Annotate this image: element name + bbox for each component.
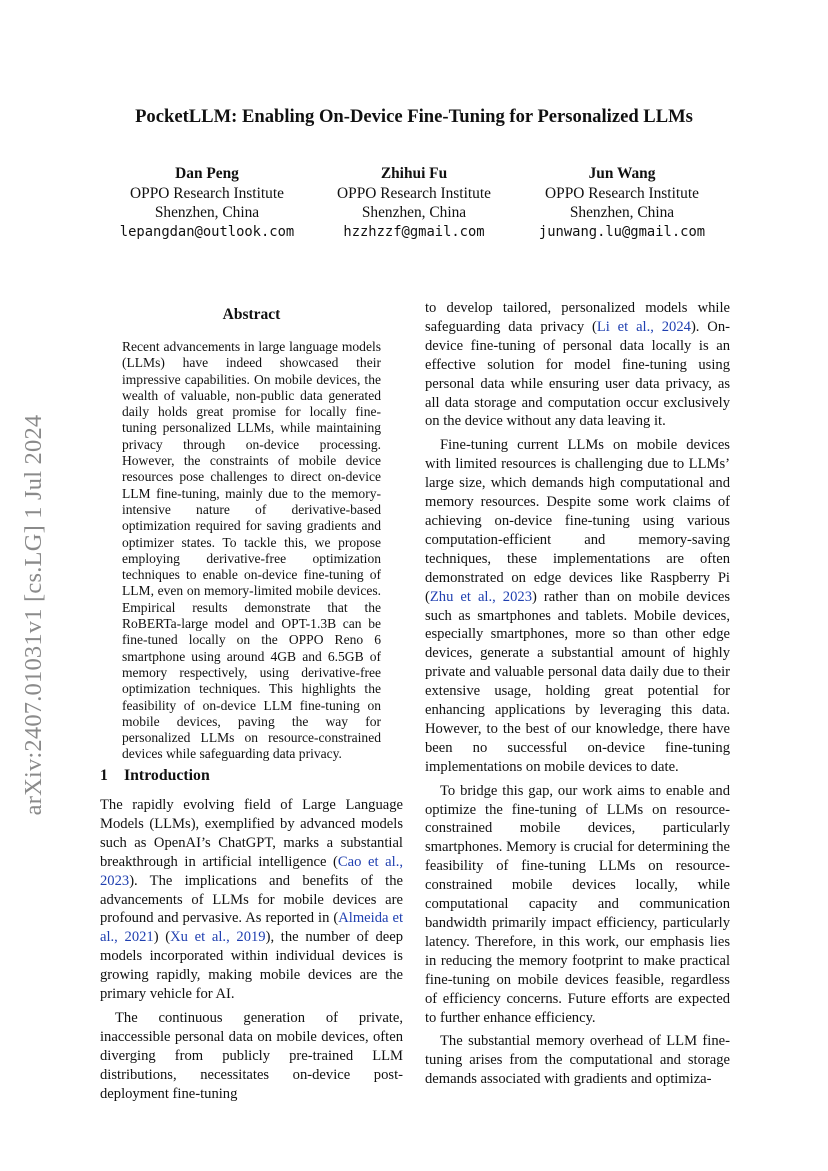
author-email[interactable]: junwang.lu@gmail.com <box>538 223 706 240</box>
citation-link[interactable]: Li et al., 2024 <box>596 318 691 335</box>
author-location: Shenzhen, China <box>361 204 467 221</box>
abstract-text: Recent advancements in large language models (LLMs) have indeed showcased their impressive capabilities. On mobile devices, the wealth of valuable, non-public data generated daily holds great promise for locally fine-tuning personalized LLMs, while maintaining privacy through on-device processing. However, the constraints of mobile device resources pose challenges to direct on-device LLM fine-tuning, mainly due to the memory-intensive nature of derivative-based optimization required for saving gradients and optimizer states. To tackle this, we propose employing derivative-free optimization techniques to enable on-device fine-tuning of LLM, even on memory-limited mobile devices. Empirical results demonstrate that the RoBERTa-large model and OPT-1.3B can be fine-tuned locally on the OPPO Reno 6 smartphone using around 4GB and 6.5GB of memory respectively, using derivative-free optimization techniques. This highlights the feasibility of on-device LLM fine-tuning on mobile devices, paving the way for personalized LLMs on resource-constrained devices while safeguarding data privacy. <box>122 339 381 762</box>
author-name: Dan Peng <box>175 165 239 182</box>
intro-paragraph-2-continued: to develop tailored, personalized models while safeguarding data privacy (Li et al., 2024). On-device fine-tuning of personal data locally is an effective solution for model fine-tuning using personal data while ensuring user data privacy, as all data storage and computation occur exclusively on the device without any data leaving it. <box>425 300 730 430</box>
author-block <box>294 164 534 242</box>
author-name: Jun Wang <box>588 165 656 182</box>
abstract-heading: Abstract <box>222 306 281 323</box>
section-number: 1 <box>100 767 108 784</box>
citation-link[interactable]: Xu et al., 2019 <box>170 929 266 946</box>
author-affiliation: OPPO Research Institute <box>337 184 491 202</box>
citation-link[interactable]: Almeida et al., 2021 <box>100 910 403 946</box>
citation-link[interactable]: Cao et al., 2023 <box>100 853 403 889</box>
intro-paragraph-3: Fine-tuning current LLMs on mobile devices with limited resources is challenging due to LLMs’ large size, which demands high computational and memory resources. Despite some work claims of achieving on-device fine-tuning using various computation-efficient and memory-saving techniques, these implementations are often demonstrated on edge devices like Raspberry Pi (Zhu et al., 2023) rather than on mobile devices such as smartphones and tablets. Mobile devices, especially smartphones, more so than other edge devices, generate a substantial amount of highly private and valuable personal data daily due to their extensive usage, holding great potential for enhancing applications by leveraging this data. However, to the best of our knowledge, there have been no successful on-device fine-tuning implementations on mobile devices to date. <box>425 437 730 775</box>
paper-title: PocketLLM: Enabling On-Device Fine-Tuning for Personalized LLMs <box>135 106 693 127</box>
citation-link[interactable]: Zhu et al., 2023 <box>429 588 532 605</box>
author-location: Shenzhen, China <box>569 204 675 221</box>
intro-paragraph-2: The continuous generation of private, inaccessible personal data on mobile devices, often diverging from publicly pre-trained LLM distributions, necessitates on-device post-deployment fine-tuning <box>100 1009 403 1102</box>
author-name: Zhihui Fu <box>380 165 448 182</box>
arxiv-id-label: arXiv:2407.01031v1 [cs.LG] 1 Jul 2024 <box>20 414 47 816</box>
section-heading <box>100 767 210 785</box>
intro-paragraph-4: To bridge this gap, our work aims to enable and optimize the fine-tuning of LLMs on resource-constrained mobile devices, particularly smartphones. Memory is crucial for determining the feasibility of fine-tuning LLMs on resource-constrained mobile devices locally, while computational capacity and communication bandwidth primarily impact efficiency, particularly latency. Therefore, in this work, our emphasis lies in reducing the memory footprint to make practical fine-tuning on mobile devices feasible, regardless of efficiency concerns. Future efforts are expected to further enhance efficiency. <box>425 782 730 1026</box>
author-email[interactable]: lepangdan@outlook.com <box>119 223 295 240</box>
author-block <box>87 164 327 242</box>
author-affiliation: OPPO Research Institute <box>545 184 699 202</box>
intro-paragraph-5: The substantial memory overhead of LLM fine-tuning arises from the computational and storage demands associated with gradients and optimiza- <box>425 1033 730 1088</box>
author-affiliation: OPPO Research Institute <box>130 184 284 202</box>
right-column-body <box>425 299 730 1089</box>
intro-paragraph-1: The rapidly evolving field of Large Language Models (LLMs), exemplified by advanced models such as OpenAI’s ChatGPT, marks a substantial breakthrough in artificial intelligence (Cao et al., 2023). The implications and benefits of the advancements of LLMs for mobile devices are profound and pervasive. As reported in (Almeida et al., 2021) (Xu et al., 2019), the number of deep models incorporated within individual devices is growing rapidly, making mobile devices are the primary vehicle for AI. <box>100 797 403 1003</box>
section-title: Introduction <box>124 767 210 784</box>
arxiv-sidebar-stamp <box>12 380 56 850</box>
author-location: Shenzhen, China <box>154 204 260 221</box>
author-email[interactable]: hzzhzzf@gmail.com <box>343 223 485 240</box>
left-column-body <box>100 796 403 1104</box>
author-block <box>502 164 742 242</box>
